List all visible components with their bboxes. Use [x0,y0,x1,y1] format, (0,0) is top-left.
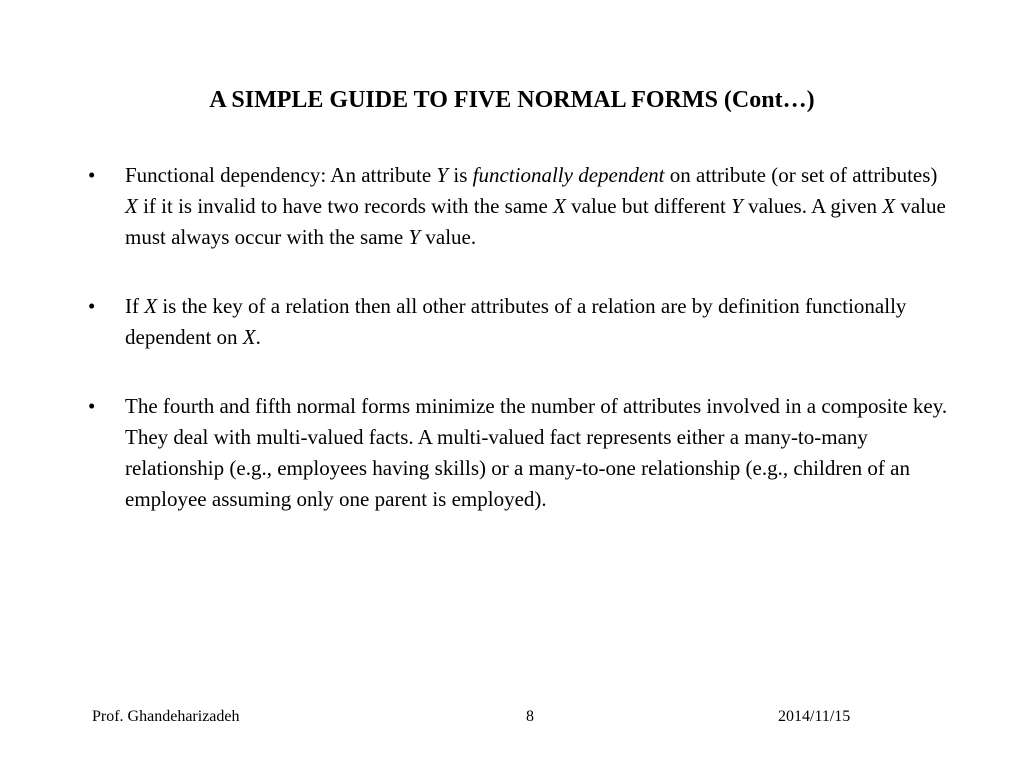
segment: The fourth and fifth normal forms minimize the number of attributes involved in a composite key. They deal with multi-valued facts. A multi-valued fact represents either a many-to-many relationship (e.g., employees having skills) or a many-to-one relationship (e.g., children of an employee assuming only one parent is employed). [125,394,948,511]
segment: value must always occur with the same [125,194,946,249]
segment: . [255,325,261,349]
segment: If [125,294,145,318]
bullet-marker: • [88,294,96,318]
segment: Functional dependency: An attribute [125,163,437,187]
segment: on attribute (or set of attributes) [664,163,938,187]
footer-date: 2014/11/15 [778,708,851,725]
footer-author: Prof. Ghandeharizadeh [92,708,240,725]
segment: is [448,163,473,187]
footer-page-number: 8 [526,708,534,725]
bullet-marker: • [88,163,96,187]
segment: X [553,194,566,218]
segment: value. [420,225,477,249]
segment: Y [731,194,743,218]
bullet-list [88,160,948,553]
segment: X [144,294,158,318]
segment: Y [436,163,449,187]
segment: value but different [565,194,732,218]
bullet-item-fourth-fifth-normal-forms [88,391,948,515]
segment: is the key of a relation then all other attributes of a relation are by definition functionally dependent on [125,294,907,349]
segment: X [882,194,896,218]
segment: Y [408,225,421,249]
bullet-item-functional-dependency [88,160,948,253]
segment: functionally dependent [472,163,665,187]
segment: values. A given [742,194,883,218]
bullet-marker: • [88,394,96,418]
segment: if it is invalid to have two records with the same [137,194,554,218]
segment: X [125,194,138,218]
segment: X [242,325,256,349]
slide-title: A SIMPLE GUIDE TO FIVE NORMAL FORMS (Cont…) [209,87,815,113]
bullet-item-key-dependency [88,291,948,353]
